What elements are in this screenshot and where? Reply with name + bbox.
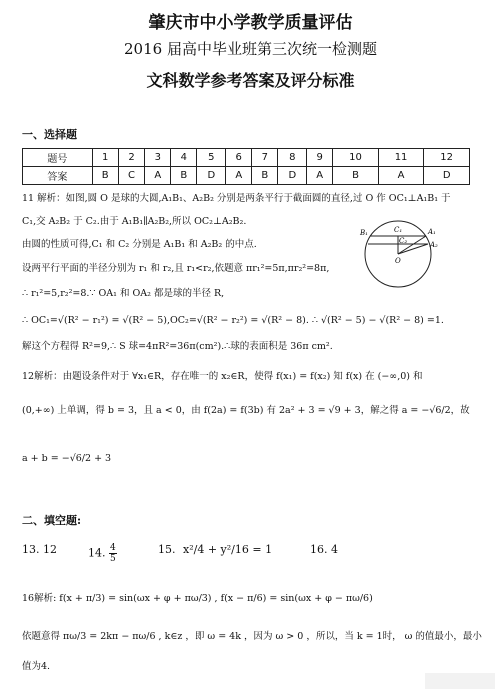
answer-cell: B	[252, 167, 278, 185]
label-a1: A₁	[428, 228, 436, 236]
q12-line-3: a + b = −√6/2 + 3	[22, 453, 112, 464]
answer-14-denominator: 5	[110, 554, 116, 564]
corner-smudge	[425, 673, 495, 689]
question-number: 8	[278, 149, 307, 167]
segment-oa2	[398, 244, 428, 254]
q11-line-7: 解这个方程得 R²=9,∴ S 球=4πR²=36π(cm²).∴球的表面积是 36π cm².	[22, 341, 333, 352]
label-a2: A₂	[430, 241, 438, 249]
question-number: 11	[378, 149, 424, 167]
question-number: 2	[118, 149, 144, 167]
answer-14-fraction	[109, 543, 117, 564]
question-number: 1	[92, 149, 118, 167]
q11-line-5: ∴ r₁²=5,r₂²=8.∵ OA₁ 和 OA₂ 都是球的半径 R,	[22, 288, 225, 299]
label-o: O	[395, 257, 401, 265]
answer-14-prefix: 14.	[88, 546, 106, 560]
answer-14-numerator: 4	[110, 543, 116, 553]
answer-table-answer-row	[23, 167, 470, 185]
q11-line-6: ∴ OC₁=√(R² − r₁²) = √(R² − 5),OC₂=√(R² − r₂²) = √(R² − 8). ∴ √(R² − 5) − √(R² − 8) =1.	[22, 315, 444, 326]
answer-15-equation: x²/4 + y²/16 = 1	[183, 543, 273, 556]
answer-cell: A	[378, 167, 424, 185]
question-number: 5	[197, 149, 226, 167]
answer-cell: B	[333, 167, 379, 185]
answer-cell: D	[424, 167, 470, 185]
answer-15-prefix: 15.	[158, 543, 176, 556]
question-number: 3	[145, 149, 171, 167]
section-choice-title: 一、选择题	[22, 128, 77, 141]
q12-line-1: 12解析：由题设条件对于 ∀x₁∈R，存在唯一的 x₂∈R，使得 f(x₁) = f(x₂) 知 f(x) 在 (−∞,0) 和	[22, 371, 423, 382]
header-line-3: 文科数学参考答案及评分标准	[146, 71, 355, 90]
answer-table-question-row	[23, 149, 470, 167]
answer-cell: C	[118, 167, 144, 185]
question-number: 7	[252, 149, 278, 167]
answer-cell: B	[171, 167, 197, 185]
answer-15	[158, 543, 272, 556]
q11-line-1: 11 解析：如图,圆 O 是球的大圆,A₁B₁、A₂B₂ 分别是两条平行于截面圆的直径,过 O 作 OC₁⊥A₁B₁ 于	[22, 193, 451, 204]
answer-cell: A	[307, 167, 333, 185]
header-line-1: 肇庆市中小学教学质量评估	[148, 13, 353, 33]
answer-cell: A	[226, 167, 252, 185]
q11-line-4: 设两平行平面的半径分别为 r₁ 和 r₂,且 r₁<r₂,依题意 πr₁²=5π,πr₂²=8π,	[22, 263, 330, 274]
answer-cell: D	[197, 167, 226, 185]
answer-cell: A	[145, 167, 171, 185]
q16-line-1: 16解析: f(x + π/3) = sin(ωx + φ + πω/3) , f(x − π/6) = sin(ωx + φ − πω/6)	[22, 593, 373, 604]
q12-line-2: (0,+∞) 上单调，得 b = 3，且 a < 0，由 f(2a) = f(3b) 有 2a² + 3 = √9 + 3，解之得 a = −√6/2，故	[22, 405, 470, 416]
label-c1: C₁	[394, 226, 403, 234]
question-number: 12	[424, 149, 470, 167]
answer-row-label: 答案	[23, 167, 93, 185]
header-line-2: 2016 届高中毕业班第三次统一检测题	[124, 40, 377, 58]
answer-table	[22, 148, 470, 185]
answer-cell: B	[92, 167, 118, 185]
sphere-cross-section-figure	[358, 214, 442, 294]
label-b1: B₁	[360, 229, 368, 237]
answer-16: 16. 4	[310, 543, 338, 556]
q16-line-2: 依题意得 πω/3 = 2kπ − πω/6 , k∈z ，即 ω = 4k ，因为 ω > 0 ，所以，当 k = 1时， ω 的值最小，最小	[22, 631, 482, 642]
question-number: 10	[333, 149, 379, 167]
question-number: 6	[226, 149, 252, 167]
answer-cell: D	[278, 167, 307, 185]
q16-line-3: 值为4.	[22, 661, 51, 672]
answer-14	[88, 543, 117, 564]
q11-line-2: C₁,交 A₂B₂ 于 C₂.由于 A₁B₁∥A₂B₂,所以 OC₂⊥A₂B₂.	[22, 216, 247, 227]
question-number: 4	[171, 149, 197, 167]
question-number: 9	[307, 149, 333, 167]
section-fill-title: 二、填空题:	[22, 514, 82, 527]
label-c2: C₂	[399, 237, 408, 245]
answer-13: 13. 12	[22, 543, 57, 556]
question-row-label: 题号	[23, 149, 93, 167]
q11-line-3: 由圆的性质可得,C₁ 和 C₂ 分别是 A₁B₁ 和 A₂B₂ 的中点.	[22, 239, 257, 250]
